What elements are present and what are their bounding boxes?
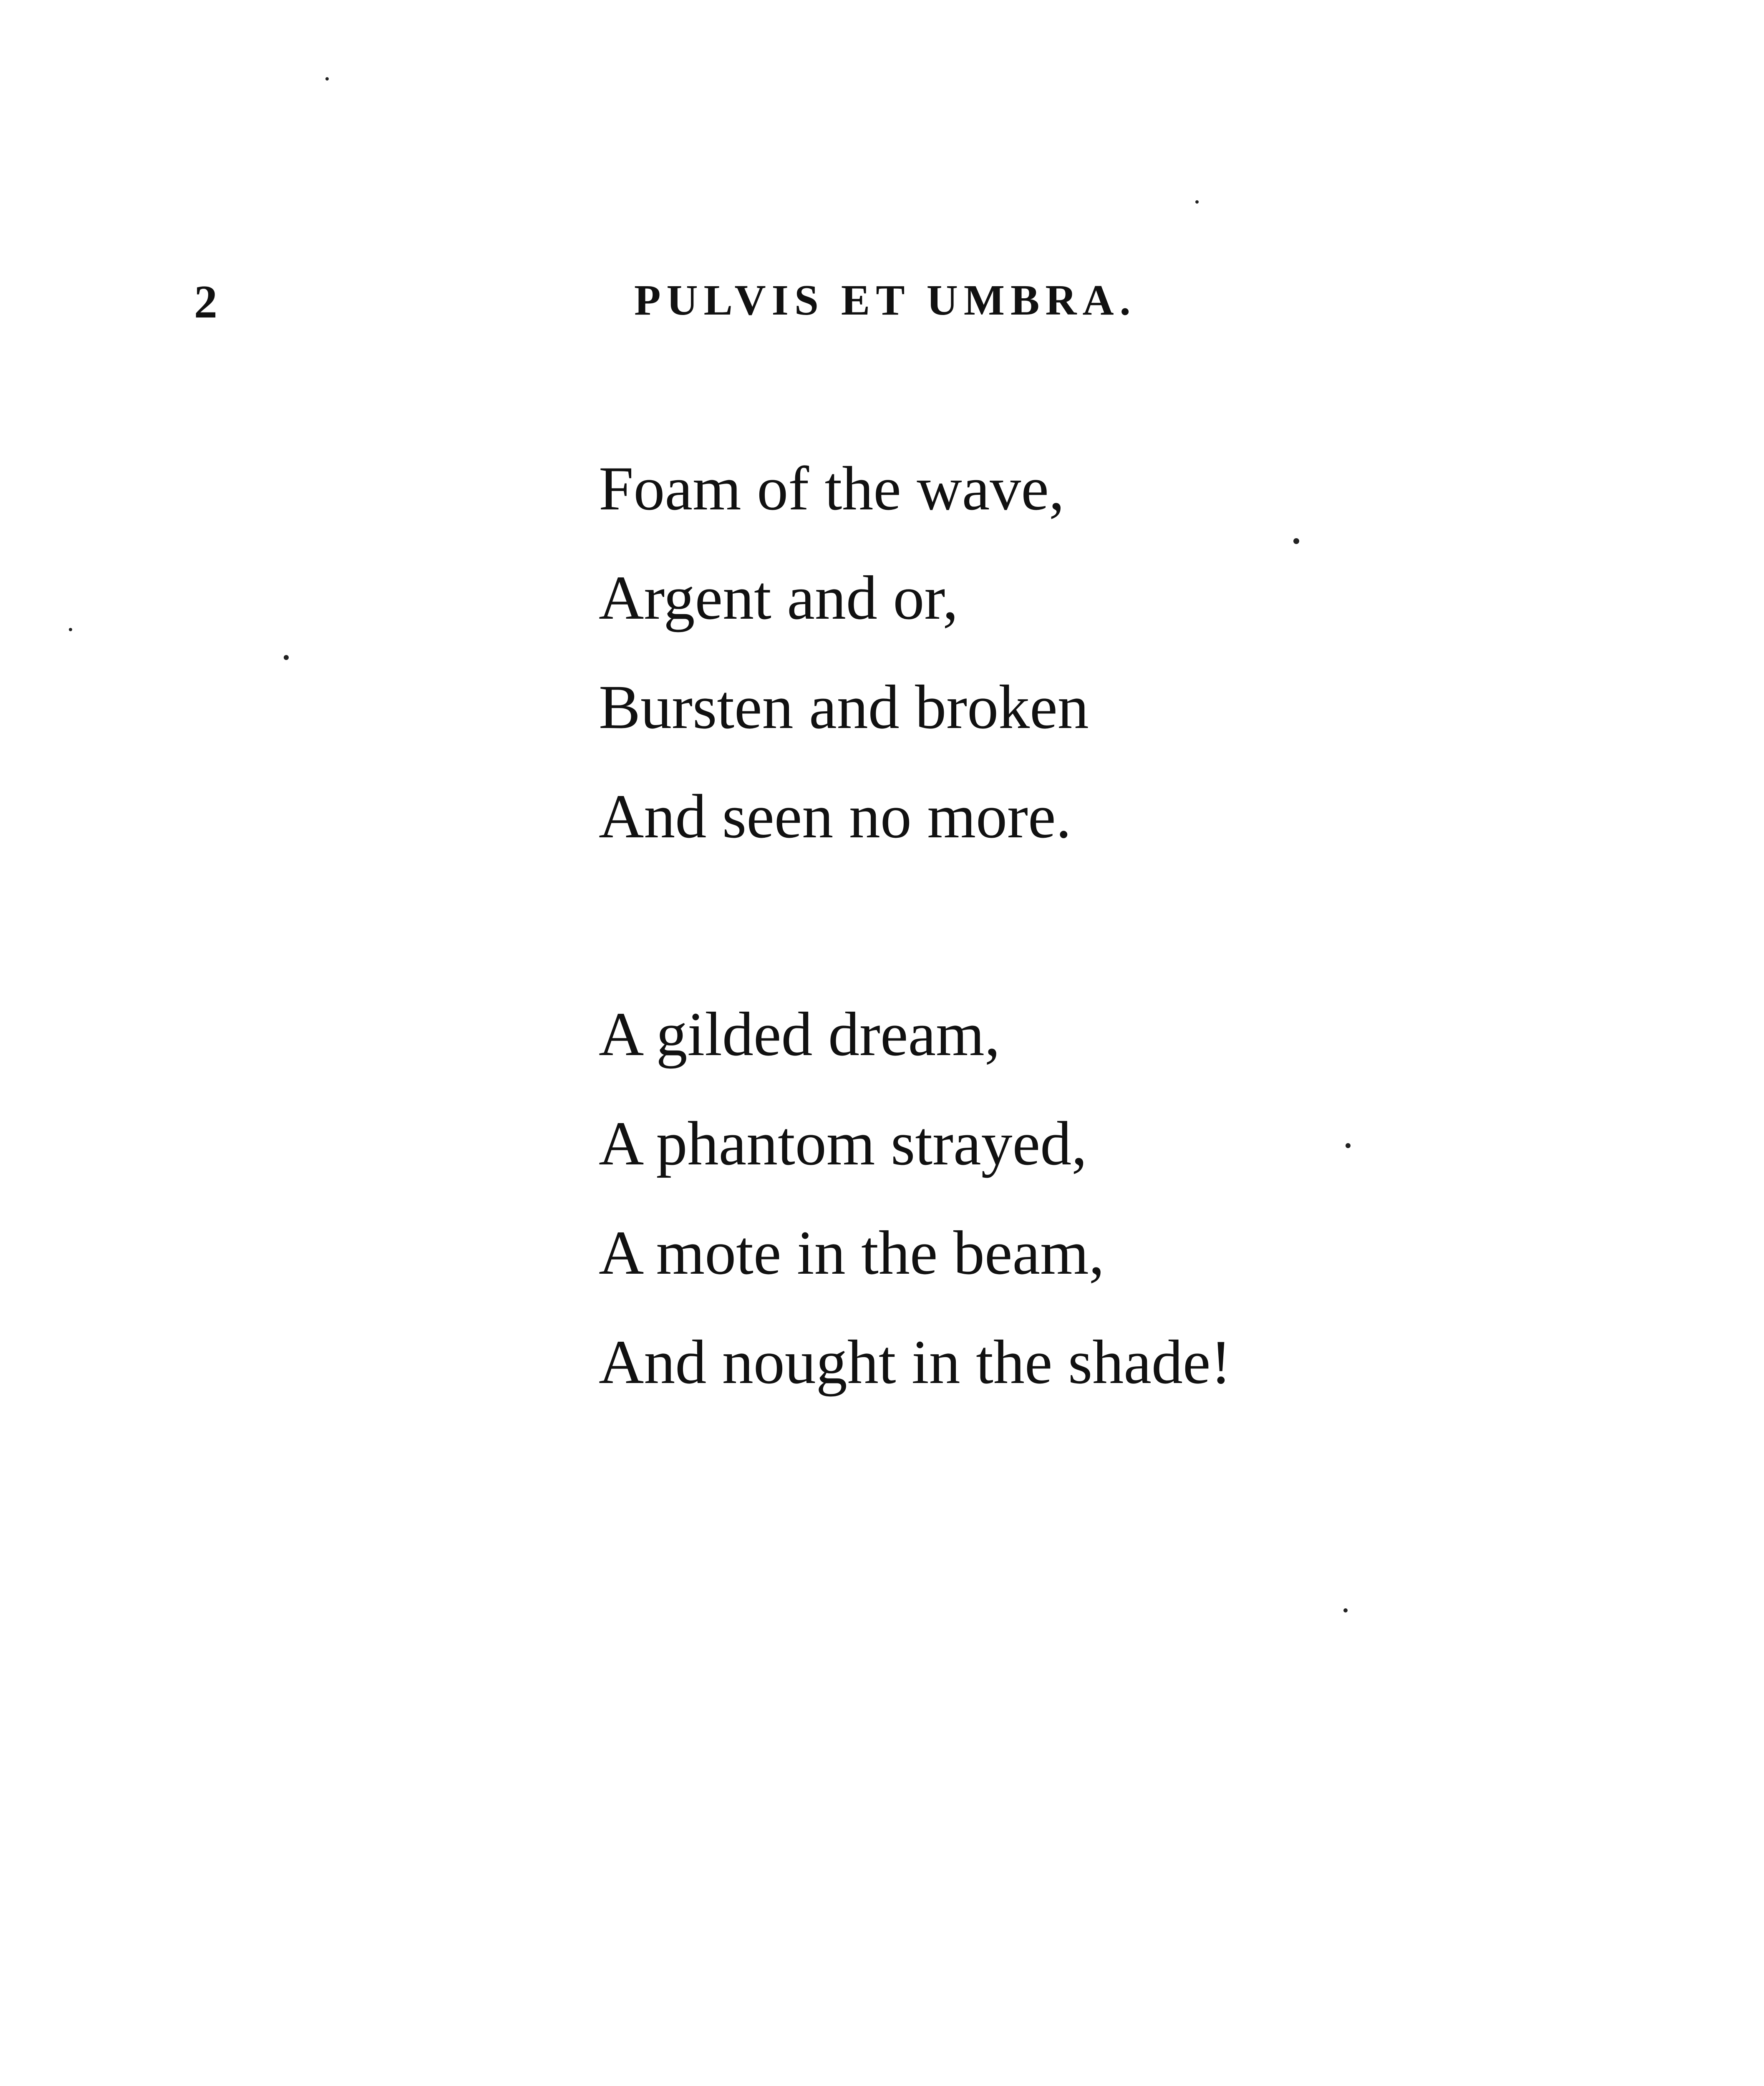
running-title: PULVIS ET UMBRA. [634, 276, 1137, 324]
dust-speck [325, 77, 329, 81]
dust-speck [1293, 538, 1299, 544]
stanza-1 [599, 434, 1600, 871]
poem-line: A mote in the beam, [599, 1218, 1105, 1287]
stanza-2 [599, 980, 1600, 1417]
poem-line: And seen no more. [599, 782, 1072, 851]
poem-line: A gilded dream, [599, 1000, 1000, 1069]
dust-speck [69, 628, 72, 631]
poem-line: Foam of the wave, [599, 454, 1065, 523]
poem-line: And nought in the shade! [599, 1328, 1232, 1397]
poem [599, 434, 1600, 1525]
poem-line: Bursten and broken [599, 673, 1089, 742]
dust-speck [1343, 1608, 1348, 1612]
poem-line: Argent and or, [599, 563, 958, 632]
poem-line: A phantom strayed, [599, 1109, 1087, 1178]
running-head [0, 275, 1764, 334]
page-number: 2 [194, 276, 218, 328]
dust-speck [1346, 1143, 1351, 1148]
dust-speck [284, 655, 289, 660]
dust-speck [1195, 200, 1199, 204]
